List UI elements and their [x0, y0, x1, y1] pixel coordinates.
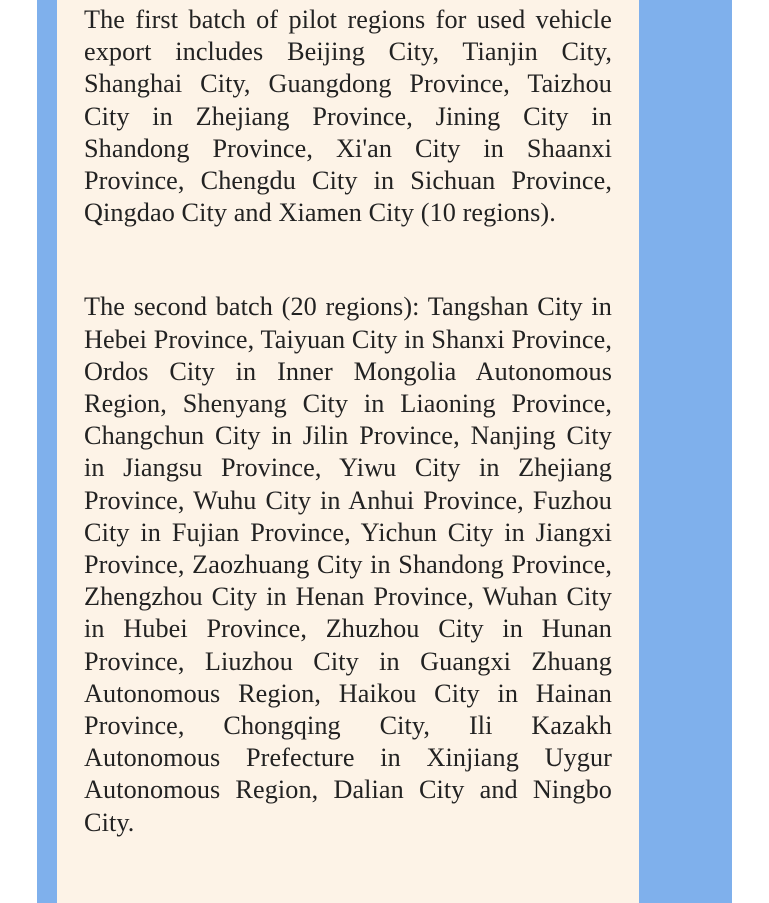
- paragraph-first-batch: The first batch of pilot regions for used vehicle export includes Beijing City, Tianjin City, Shanghai City, Guangdong Province, Taizhou City in Zhejiang Province, Jining City in Shandong Province, Xi'an City in Shaanxi Province, Chengdu City in Sichuan Province, Qingdao City and Xiamen City (10 regions).: [84, 5, 612, 228]
- paragraph-second-batch: The second batch (20 regions): Tangshan City in Hebei Province, Taiyuan City in Shanxi Province, Ordos City in Inner Mongolia Autonomous Region, Shenyang City in Liaoning Province, Changchun City in Jilin Province, Nanjing City in Jiangsu Province, Yiwu City in Zhejiang Province, Wuhu City in Anhui Province, Fuzhou City in Fujian Province, Yichun City in Jiangxi Province, Zaozhuang City in Shandong Province, Zhengzhou City in Henan Province, Wuhan City in Hubei Province, Zhuzhou City in Hunan Province, Liuzhou City in Guangxi Zhuang Autonomous Region, Haikou City in Hainan Province, Chongqing City, Ili Kazakh Autonomous Prefecture in Xinjiang Uygur Autonomous Region, Dalian City and Ningbo City.: [84, 292, 612, 837]
- document-content: [84, 4, 612, 839]
